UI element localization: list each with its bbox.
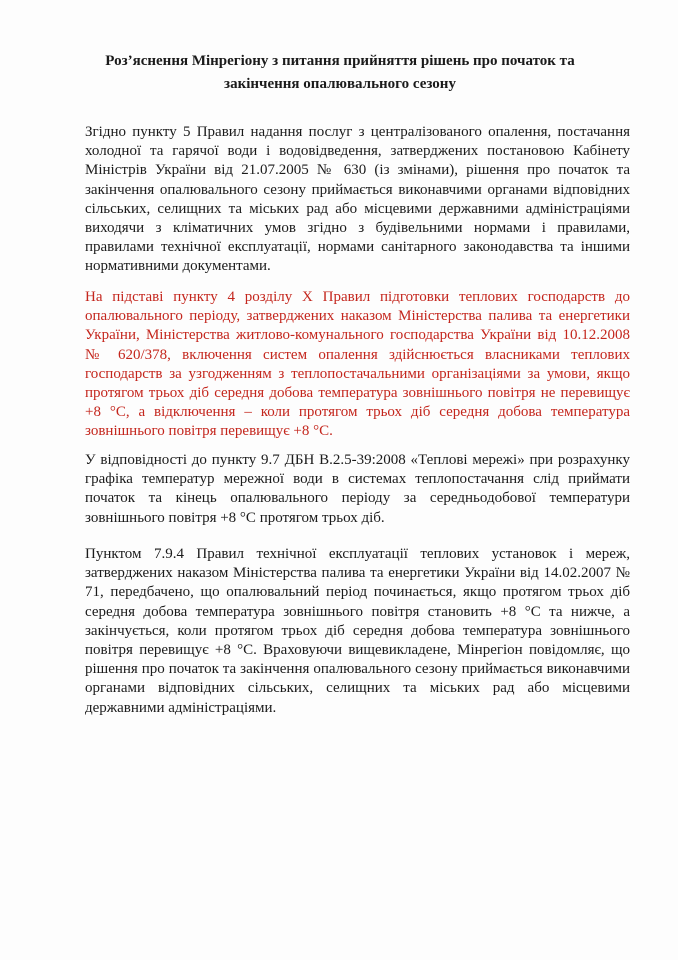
- document-title: Роз’яснення Мінрегіону з питання прийняття рішень про початок та закінчення опалювального сезону: [105, 53, 575, 92]
- paragraph-dbn-reference: У відповідності до пункту 9.7 ДБН В.2.5-39:2008 «Теплові мережі» при розрахунку графіка температур мережної води в системах теплопостачання слід приймати початок та кінець опалювального періоду за середньодобової температури зовнішнього повітря +8 °С протягом трьох діб.: [85, 452, 630, 526]
- paragraph-technical-rules-conclusion: Пунктом 7.9.4 Правил технічної експлуатації теплових установок і мереж, затверджених наказом Міністерства палива та енергетики України від 14.02.2007 № 71, передбачено, що опалювальний період починається, якщо протягом трьох діб середня добова температура зовнішнього повітря становить +8 °С та нижче, а закінчується, коли протягом трьох діб середня добова температура зовнішнього повітря перевищує +8 °С. Враховуючи вищевикладене, Мінрегіон повідомляє, що рішення про початок та закінчення опалювального сезону приймається виконавчими органами відповідних сільських, селищних та міських рад або місцевими державними адміністраціями.: [85, 546, 630, 716]
- paragraph-heating-season-decision: Згідно пункту 5 Правил надання послуг з централізованого опалення, постачання холодної та гарячої води і водовідведення, затверджених постановою Кабінету Міністрів України від 21.07.2005 № 630 (із змінами), рішення про початок та закінчення опалювального сезону приймається виконавчими органами відповідних сільських, селищних та міських рад або місцевими державними адміністраціями виходячи з кліматичних умов згідно з будівельними нормами і правилами, правилами технічної експлуатації, нормами санітарного законодавства та іншими нормативними документами.: [85, 124, 630, 275]
- paragraph-heating-rules-highlighted: На підставі пункту 4 розділу X Правил підготовки теплових господарств до опалювального періоду, затверджених наказом Міністерства палива та енергетики України, Міністерства житлово-комунального господарства України від 10.12.2008 № 620/378, включення систем опалення здійснюється власниками теплових господарств за узгодженням з теплопостачальними організаціями за умови, якщо протягом трьох діб середня добова температура зовнішнього повітря не перевищує +8 °С, а відключення – коли протягом трьох діб середня добова температура зовнішнього повітря перевищує +8 °С.: [85, 289, 630, 440]
